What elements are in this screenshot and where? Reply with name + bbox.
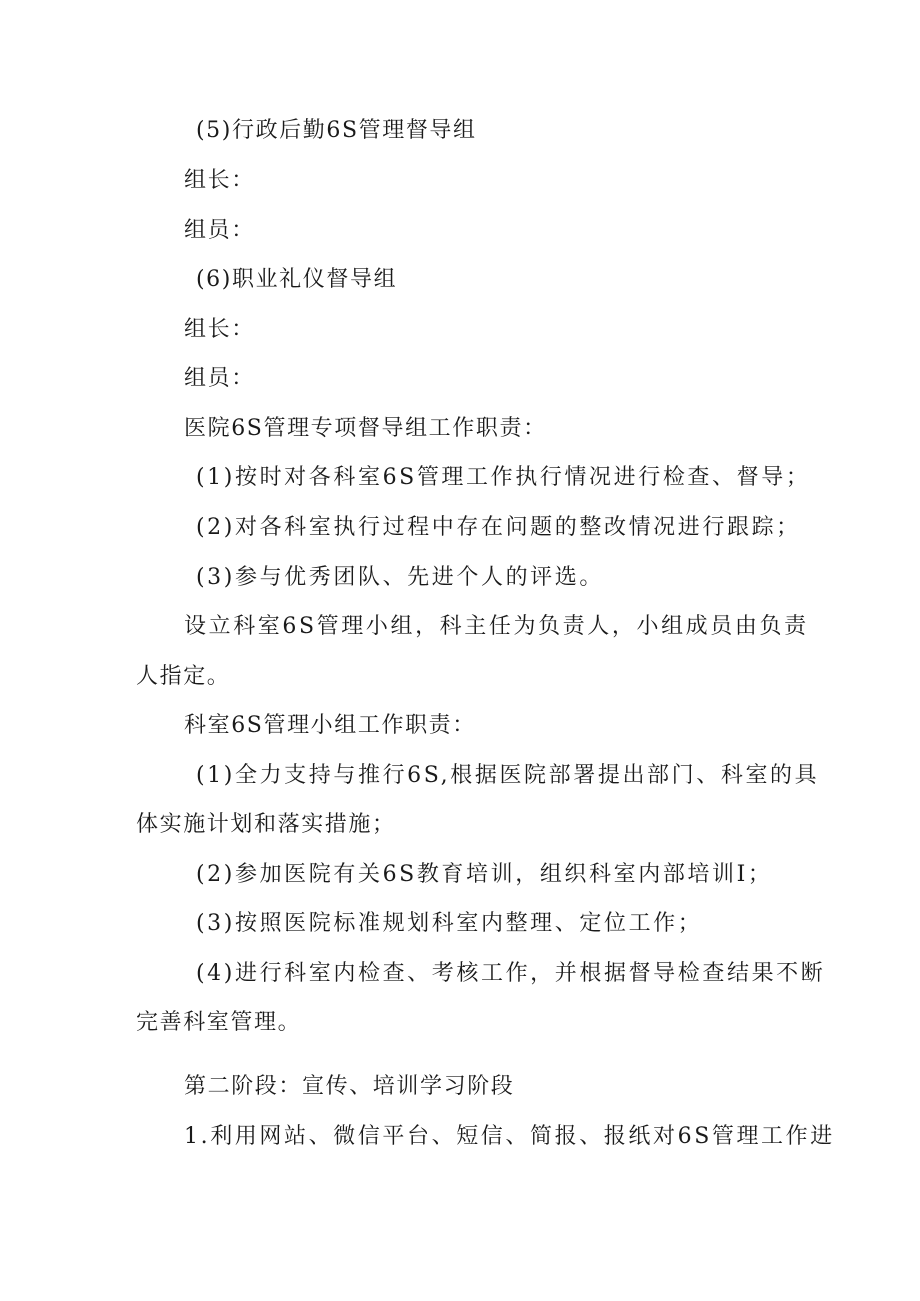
group-leader-label: 组长： xyxy=(184,317,255,342)
responsibilities-heading: 科室6S管理小组工作职责： xyxy=(184,713,476,738)
paragraph-line: 完善科室管理。 xyxy=(136,1010,302,1035)
paragraph-line: 设立科室6S管理小组，科主任为负责人，小组成员由负责 xyxy=(184,614,809,639)
paragraph-line: (3)参与优秀团队、先进个人的评选。 xyxy=(196,565,604,590)
paragraph-line: 人指定。 xyxy=(136,664,231,689)
heading-admin-logistics-group: (5)行政后勤6S管理督导组 xyxy=(196,118,477,143)
heading-etiquette-group: (6)职业礼仪督导组 xyxy=(196,267,398,292)
paragraph-line: 体实施计划和落实措施； xyxy=(136,812,396,837)
group-leader-label: 组长： xyxy=(184,168,255,193)
paragraph-line: (3)按照医院标准规划科室内整理、定位工作； xyxy=(196,911,703,936)
responsibilities-heading: 医院6S管理专项督导组工作职责： xyxy=(184,416,547,441)
paragraph-line: (2)对各科室执行过程中存在问题的整改情况进行跟踪； xyxy=(196,515,801,540)
section-heading: 第二阶段：宣传、培训学习阶段 xyxy=(184,1074,515,1099)
paragraph-line: 1.利用网站、微信平台、短信、简报、报纸对6S管理工作进 xyxy=(184,1124,835,1149)
paragraph-line: (1)按时对各科室6S管理工作执行情况进行检查、督导； xyxy=(196,465,811,490)
paragraph-line: (4)进行科室内检查、考核工作，并根据督导检查结果不断 xyxy=(196,961,826,986)
paragraph-line: (1)全力支持与推行6S,根据医院部署提出部门、科室的具 xyxy=(196,763,820,788)
paragraph-line: (2)参加医院有关6S教育培训，组织科室内部培训I； xyxy=(196,862,773,887)
group-member-label: 组员： xyxy=(184,366,255,391)
group-member-label: 组员： xyxy=(184,218,255,243)
